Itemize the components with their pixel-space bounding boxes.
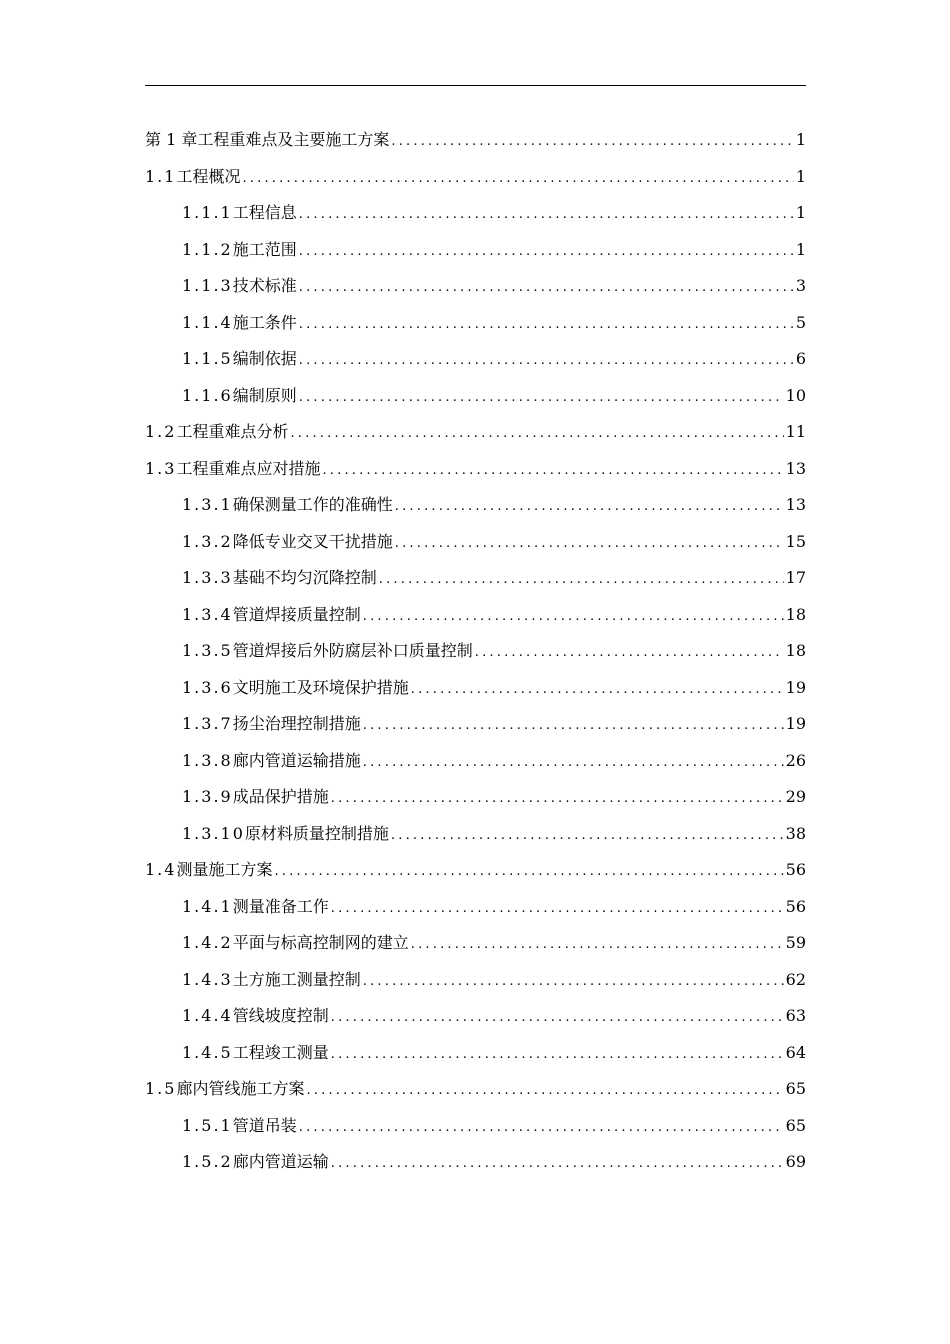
toc-dot-leader <box>274 862 783 882</box>
toc-page-number: 18 <box>785 641 806 660</box>
toc-entry-title: 技术标准 <box>232 276 297 295</box>
toc-dot-leader <box>299 205 794 225</box>
toc-entry-number: 1.4.5 <box>182 1042 233 1062</box>
toc-entry-number: 1.3.7 <box>182 714 233 733</box>
toc-entry[interactable] <box>145 305 806 342</box>
toc-page-number: 15 <box>785 531 806 551</box>
toc-entry-title: 廊内管道运输 <box>232 1152 329 1171</box>
toc-chapter-number: 第 1 章 <box>145 130 198 149</box>
toc-page-number: 56 <box>785 896 806 916</box>
toc-dot-leader <box>322 461 783 481</box>
toc-dot-leader <box>242 169 793 189</box>
toc-page-number: 63 <box>785 1006 806 1025</box>
toc-entry[interactable] <box>145 414 806 451</box>
toc-entry-number: 1.5 <box>145 1079 177 1098</box>
toc-entry-number: 1.4.2 <box>182 933 233 952</box>
toc-entry[interactable] <box>145 670 806 707</box>
toc-entry-number: 1.3.9 <box>182 787 233 806</box>
toc-dot-leader <box>395 497 784 517</box>
toc-page-number: 1 <box>795 130 806 149</box>
toc-entry-number: 1.3.1 <box>182 495 233 514</box>
header-rule <box>145 85 806 86</box>
toc-dot-leader <box>299 1118 784 1138</box>
toc-page-number: 65 <box>785 1115 806 1135</box>
toc-entry[interactable] <box>145 889 806 926</box>
toc-page-number: 10 <box>785 385 806 405</box>
toc-entries <box>145 159 806 1181</box>
toc-entry[interactable] <box>145 779 806 816</box>
toc-entry[interactable] <box>145 1144 806 1181</box>
toc-entry-number: 1.4.3 <box>182 969 233 989</box>
toc-entry[interactable] <box>145 962 806 999</box>
toc-entry-number: 1.3 <box>145 458 177 478</box>
toc-entry[interactable] <box>145 816 806 853</box>
toc-entry[interactable] <box>145 378 806 415</box>
toc-entry[interactable] <box>145 706 806 743</box>
toc-entry-title: 廊内管线施工方案 <box>176 1079 305 1098</box>
toc-page-number: 65 <box>785 1079 806 1098</box>
toc-entry-number: 1.1.6 <box>182 385 233 405</box>
toc-entry-title: 施工范围 <box>232 239 297 259</box>
toc-dot-leader <box>363 716 784 736</box>
toc-entry-number: 1.4.1 <box>182 896 233 916</box>
toc-entry-number: 1.3.2 <box>182 531 233 551</box>
toc-dot-leader <box>331 899 784 919</box>
toc-entry-title: 廊内管道运输措施 <box>232 750 361 770</box>
toc-page-number: 26 <box>785 750 806 770</box>
toc-dot-leader <box>299 388 784 408</box>
toc-page-number: 6 <box>795 349 806 368</box>
toc-entry-number: 1.3.5 <box>182 641 233 660</box>
toc-entry[interactable] <box>145 925 806 962</box>
table-of-contents <box>145 122 806 1181</box>
toc-entry[interactable] <box>145 159 806 196</box>
toc-entry-title: 编制依据 <box>232 349 297 368</box>
toc-entry-title: 测量施工方案 <box>176 860 273 879</box>
toc-dot-leader <box>391 132 793 152</box>
toc-entry-number: 1.2 <box>145 422 177 441</box>
toc-dot-leader <box>475 643 784 663</box>
toc-entry[interactable] <box>145 597 806 634</box>
toc-dot-leader <box>379 570 784 590</box>
toc-entry-title: 编制原则 <box>232 385 297 405</box>
toc-entry[interactable] <box>145 1071 806 1108</box>
toc-entry[interactable] <box>145 232 806 269</box>
toc-dot-leader <box>299 242 794 262</box>
toc-entry-title: 成品保护措施 <box>232 787 329 806</box>
toc-entry-title: 工程竣工测量 <box>232 1042 329 1062</box>
toc-page-number: 1 <box>795 166 806 186</box>
toc-entry-number: 1.3.4 <box>182 604 233 624</box>
toc-entry[interactable] <box>145 341 806 378</box>
toc-entry[interactable] <box>145 487 806 524</box>
toc-page-number: 56 <box>785 860 806 879</box>
toc-entry-title: 测量准备工作 <box>232 896 329 916</box>
toc-dot-leader <box>331 1008 784 1028</box>
toc-entry-number: 1.3.10 <box>182 823 245 843</box>
toc-dot-leader <box>331 789 784 809</box>
toc-dot-leader <box>299 351 794 371</box>
toc-entry-title: 文明施工及环境保护措施 <box>232 677 409 697</box>
toc-entry[interactable] <box>145 998 806 1035</box>
toc-page-number: 17 <box>785 568 806 587</box>
toc-entry-title: 管线坡度控制 <box>232 1006 329 1025</box>
toc-entry-number: 1.1 <box>145 166 177 186</box>
toc-page-number: 1 <box>795 239 806 259</box>
toc-page-number: 59 <box>785 933 806 952</box>
toc-dot-leader <box>299 315 794 335</box>
toc-entry-title: 工程重难点分析 <box>176 422 289 441</box>
toc-entry-title: 平面与标高控制网的建立 <box>232 933 409 952</box>
toc-entry-number: 1.1.5 <box>182 349 233 368</box>
toc-entry[interactable] <box>145 633 806 670</box>
toc-dot-leader <box>411 935 784 955</box>
toc-entry-number: 1.5.2 <box>182 1152 233 1171</box>
toc-page-number: 18 <box>785 604 806 624</box>
toc-entry-number: 1.1.4 <box>182 312 233 332</box>
toc-page-number: 11 <box>785 422 806 441</box>
toc-entry-title: 工程重难点应对措施 <box>176 458 321 478</box>
toc-entry-title: 确保测量工作的准确性 <box>232 495 393 514</box>
toc-entry-title: 工程概况 <box>176 166 241 186</box>
toc-entry[interactable] <box>145 743 806 780</box>
toc-dot-leader <box>290 424 783 444</box>
toc-page-number: 13 <box>785 458 806 478</box>
toc-page-number: 69 <box>785 1152 806 1171</box>
toc-entry[interactable] <box>145 451 806 488</box>
toc-entry[interactable] <box>145 1108 806 1145</box>
toc-dot-leader <box>363 753 784 773</box>
toc-entry[interactable] <box>145 1035 806 1072</box>
toc-entry[interactable] <box>145 195 806 232</box>
toc-page-number: 64 <box>785 1042 806 1062</box>
toc-entry-title: 基础不均匀沉降控制 <box>232 568 377 587</box>
toc-page-number: 13 <box>785 495 806 514</box>
toc-dot-leader <box>395 534 784 554</box>
toc-dot-leader <box>411 680 784 700</box>
toc-entry-number: 1.1.2 <box>182 239 233 259</box>
toc-entry-title: 工程信息 <box>232 203 297 222</box>
toc-dot-leader <box>391 826 784 846</box>
toc-dot-leader <box>363 607 784 627</box>
toc-dot-leader <box>331 1154 784 1174</box>
toc-page-number: 29 <box>785 787 806 806</box>
toc-chapter-entry[interactable] <box>145 122 806 159</box>
toc-dot-leader <box>363 972 784 992</box>
toc-page-number: 3 <box>795 276 806 295</box>
toc-entry-number: 1.4 <box>145 860 177 879</box>
toc-page-number: 19 <box>785 677 806 697</box>
toc-page-number: 1 <box>795 203 806 222</box>
toc-chapter-title: 工程重难点及主要施工方案 <box>197 130 390 149</box>
toc-page-number: 19 <box>785 714 806 733</box>
toc-entry[interactable] <box>145 524 806 561</box>
toc-dot-leader <box>306 1081 783 1101</box>
toc-entry-number: 1.3.3 <box>182 568 233 587</box>
toc-dot-leader <box>331 1045 784 1065</box>
toc-page-number: 38 <box>785 823 806 843</box>
toc-page-number: 62 <box>785 969 806 989</box>
toc-entry[interactable] <box>145 852 806 889</box>
toc-entry-number: 1.3.8 <box>182 750 233 770</box>
toc-entry[interactable] <box>145 560 806 597</box>
toc-page-number: 5 <box>795 312 806 332</box>
toc-entry-number: 1.5.1 <box>182 1115 233 1135</box>
toc-entry-number: 1.3.6 <box>182 677 233 697</box>
toc-entry-number: 1.1.3 <box>182 276 233 295</box>
toc-entry-number: 1.1.1 <box>182 203 233 222</box>
toc-entry-title: 扬尘治理控制措施 <box>232 714 361 733</box>
toc-entry-title: 管道吊装 <box>232 1115 297 1135</box>
toc-entry[interactable] <box>145 268 806 305</box>
toc-entry-number: 1.4.4 <box>182 1006 233 1025</box>
toc-entry-title: 施工条件 <box>232 312 297 332</box>
toc-entry-title: 管道焊接质量控制 <box>232 604 361 624</box>
toc-entry-title: 降低专业交叉干扰措施 <box>232 531 393 551</box>
toc-dot-leader <box>299 278 794 298</box>
toc-entry-title: 土方施工测量控制 <box>232 969 361 989</box>
toc-entry-title: 原材料质量控制措施 <box>244 823 389 843</box>
toc-entry-title: 管道焊接后外防腐层补口质量控制 <box>232 641 473 660</box>
